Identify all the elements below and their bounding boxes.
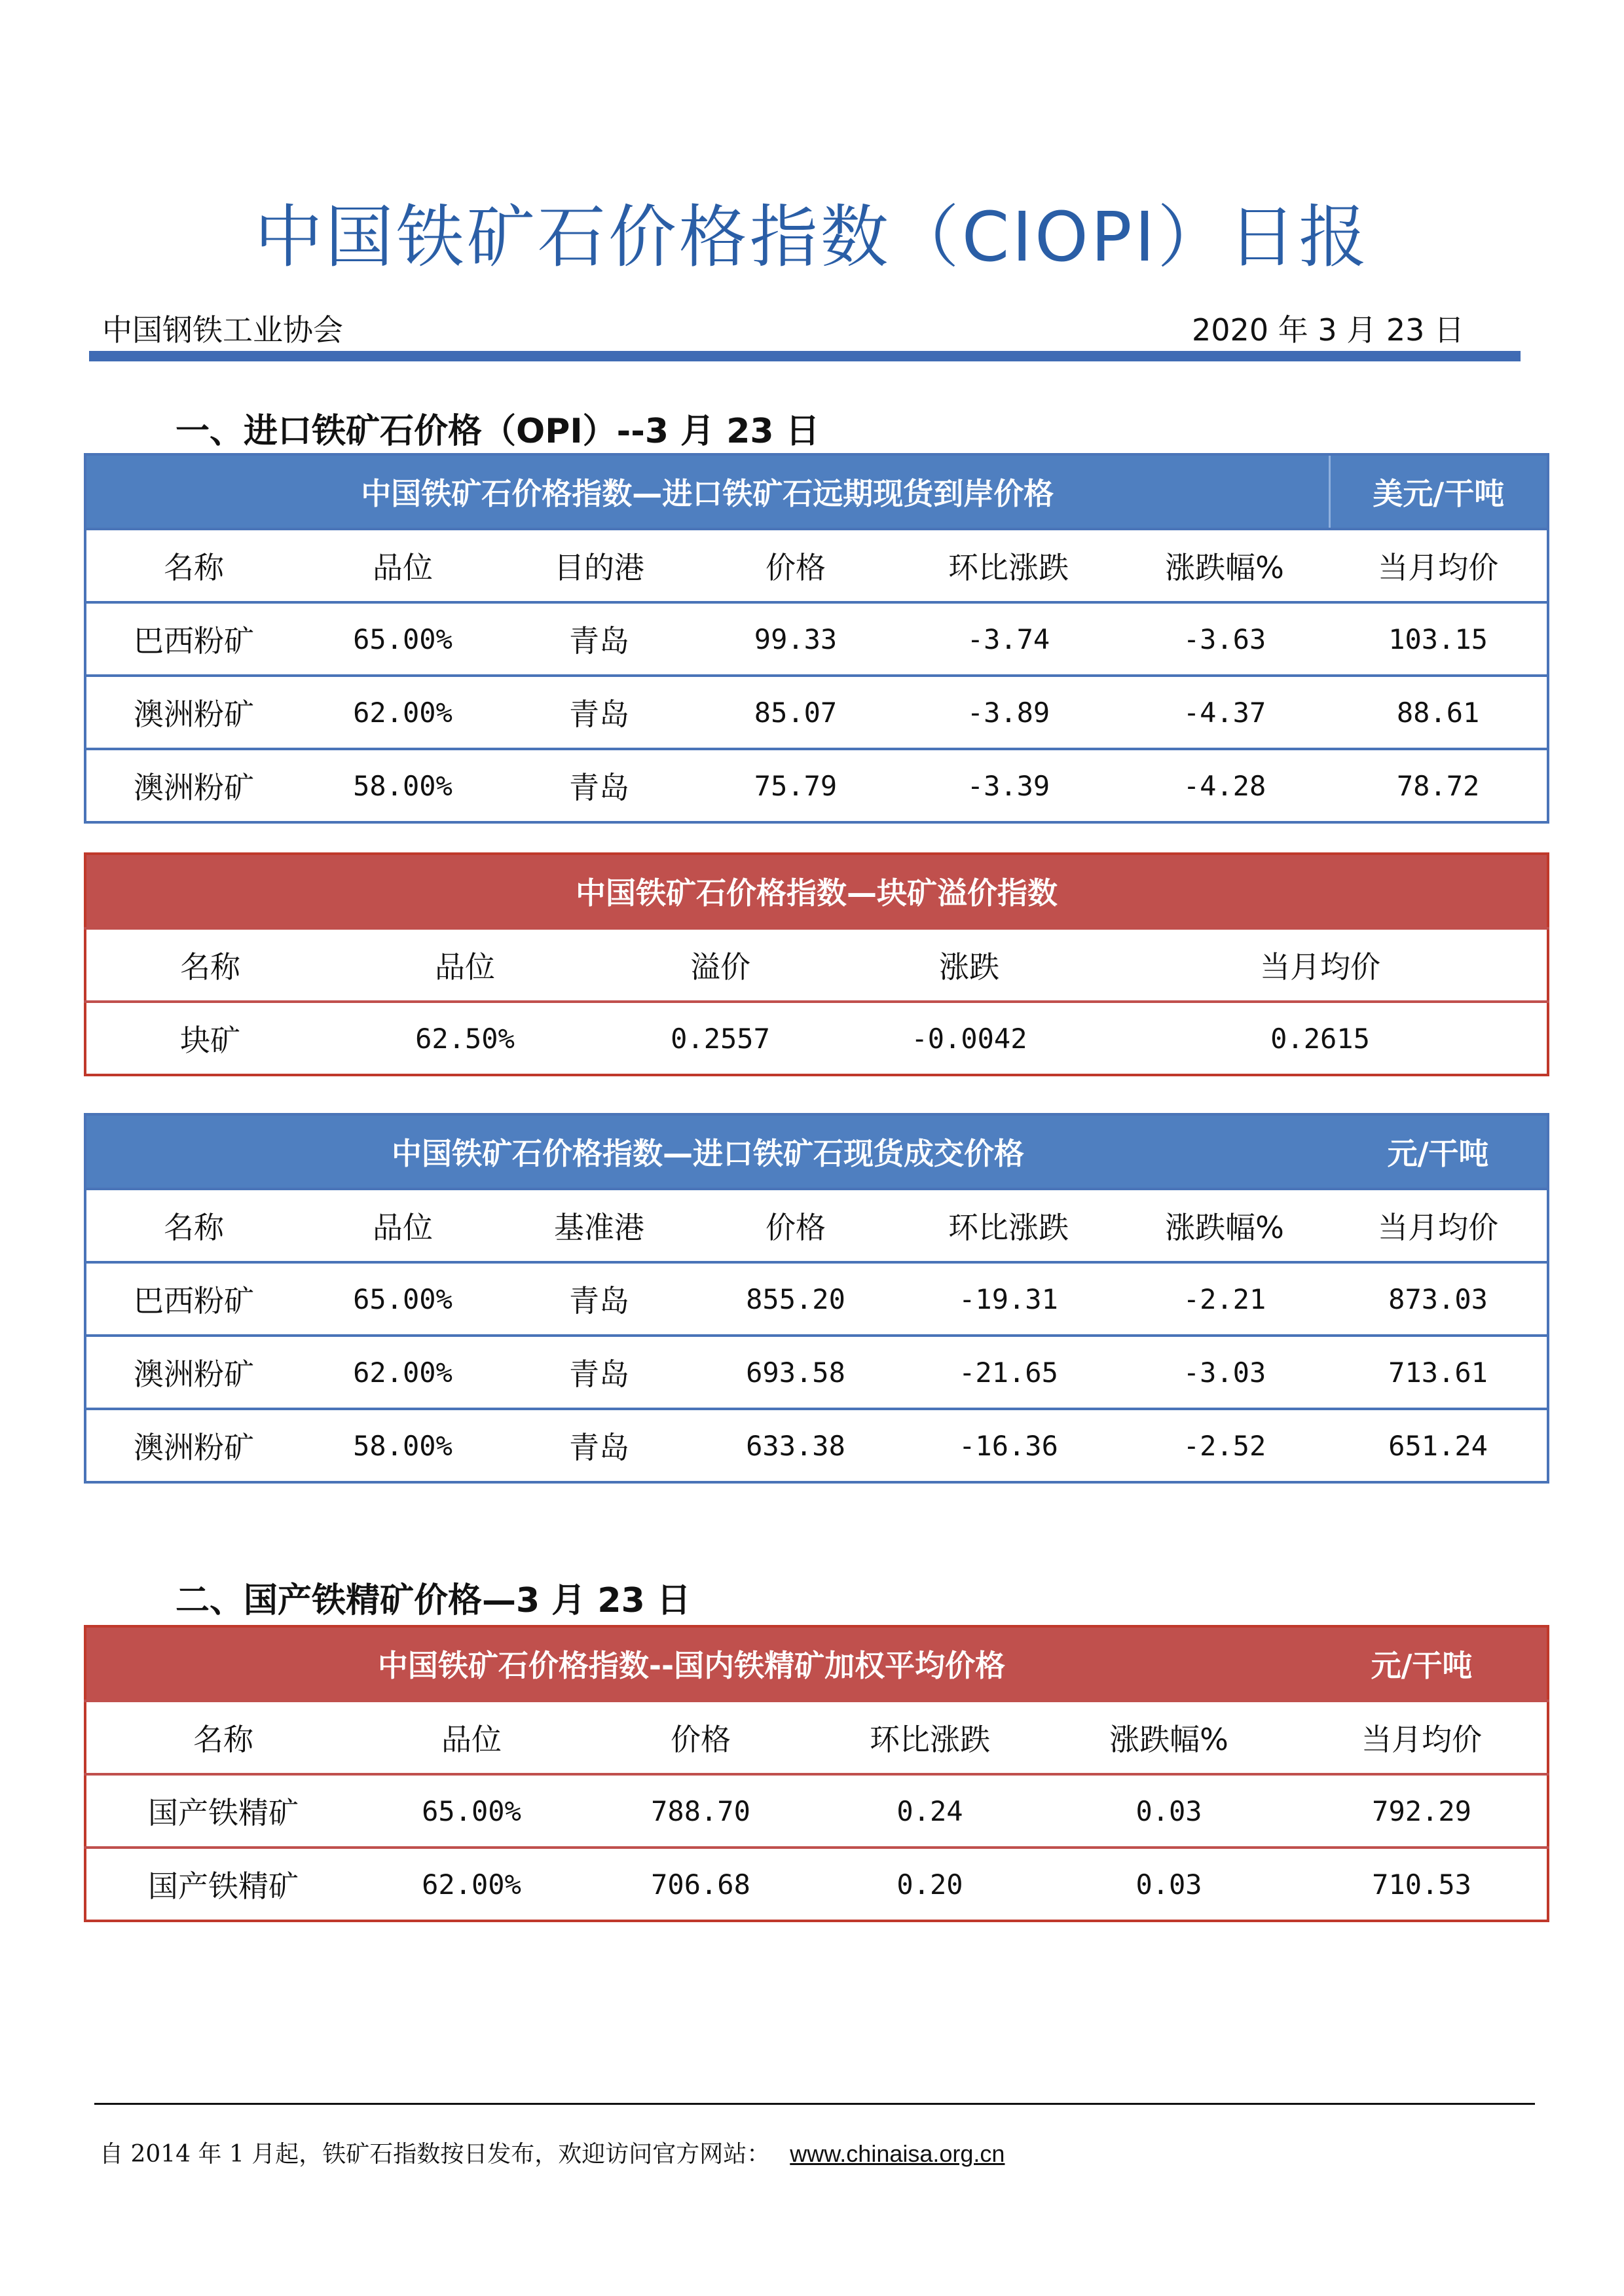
table-cell: 58.00% bbox=[301, 749, 504, 822]
table-cell: 103.15 bbox=[1329, 602, 1548, 676]
table-cell: 58.00% bbox=[301, 1409, 504, 1482]
footer-text: 自 2014 年 1 月起，铁矿石指数按日发布，欢迎访问官方网站： bbox=[100, 2141, 771, 2168]
table-cell: -19.31 bbox=[897, 1262, 1120, 1336]
official-website-link[interactable]: www.chinaisa.org.cn bbox=[790, 2140, 1005, 2167]
table-cell: -16.36 bbox=[897, 1409, 1120, 1482]
table-lump-premium-index bbox=[84, 852, 1549, 1076]
table-cell: 62.00% bbox=[301, 1336, 504, 1409]
table-cell: -2.21 bbox=[1120, 1262, 1329, 1336]
table-cell: 788.70 bbox=[583, 1774, 819, 1848]
table-row bbox=[85, 676, 1548, 749]
table-cell: -4.28 bbox=[1120, 749, 1329, 822]
table-cell: -3.74 bbox=[897, 602, 1120, 676]
column-header: 名称 bbox=[85, 529, 301, 602]
table-cell: 0.2615 bbox=[1094, 1002, 1548, 1075]
table-cell: 651.24 bbox=[1329, 1409, 1548, 1482]
table-cell: -3.89 bbox=[897, 676, 1120, 749]
footer bbox=[100, 2136, 1005, 2169]
column-header: 价格 bbox=[694, 1189, 897, 1262]
table-cell: 873.03 bbox=[1329, 1262, 1548, 1336]
column-header: 涨跌幅% bbox=[1120, 1189, 1329, 1262]
table-cell: 713.61 bbox=[1329, 1336, 1548, 1409]
column-header: 涨跌 bbox=[845, 928, 1094, 1002]
section-2-title: 二、国产铁精矿价格—3 月 23 日 bbox=[175, 1581, 691, 1620]
table-cell: 块矿 bbox=[85, 1002, 334, 1075]
table-cell: 巴西粉矿 bbox=[85, 602, 301, 676]
table-cell: 青岛 bbox=[504, 749, 694, 822]
table-row bbox=[85, 1002, 1548, 1075]
column-header: 环比涨跌 bbox=[897, 1189, 1120, 1262]
table-cell: 0.03 bbox=[1041, 1848, 1297, 1921]
column-header: 名称 bbox=[85, 928, 334, 1002]
table-cell: -3.63 bbox=[1120, 602, 1329, 676]
column-header: 名称 bbox=[85, 1701, 360, 1774]
table-cell: 青岛 bbox=[504, 676, 694, 749]
table-3-title: 中国铁矿石价格指数—进口铁矿石现货成交价格 bbox=[85, 1114, 1329, 1189]
table-cell: 国产铁精矿 bbox=[85, 1774, 360, 1848]
table-row bbox=[85, 1774, 1548, 1848]
table-cell: 792.29 bbox=[1297, 1774, 1548, 1848]
table-cell: 澳洲粉矿 bbox=[85, 749, 301, 822]
table-cell: 75.79 bbox=[694, 749, 897, 822]
table-row bbox=[85, 1336, 1548, 1409]
table-cell: 65.00% bbox=[301, 602, 504, 676]
table-cell: 706.68 bbox=[583, 1848, 819, 1921]
table-cell: 693.58 bbox=[694, 1336, 897, 1409]
table-cell: -4.37 bbox=[1120, 676, 1329, 749]
table-cell: 855.20 bbox=[694, 1262, 897, 1336]
table-domestic-concentrate-price bbox=[84, 1625, 1549, 1922]
table-cell: 青岛 bbox=[504, 602, 694, 676]
table-cell: 青岛 bbox=[504, 1409, 694, 1482]
column-header: 名称 bbox=[85, 1189, 301, 1262]
table-row bbox=[85, 749, 1548, 822]
table-cell: 62.00% bbox=[360, 1848, 583, 1921]
column-header: 当月均价 bbox=[1094, 928, 1548, 1002]
footer-divider bbox=[94, 2103, 1535, 2105]
table-row bbox=[85, 1409, 1548, 1482]
table-1-title: 中国铁矿石价格指数—进口铁矿石远期现货到岸价格 bbox=[85, 454, 1329, 529]
table-cell: -3.39 bbox=[897, 749, 1120, 822]
table-4-unit: 元/干吨 bbox=[1297, 1626, 1548, 1701]
table-cell: 澳洲粉矿 bbox=[85, 1336, 301, 1409]
column-header: 当月均价 bbox=[1297, 1701, 1548, 1774]
column-header: 目的港 bbox=[504, 529, 694, 602]
column-header: 基准港 bbox=[504, 1189, 694, 1262]
table-cell: 78.72 bbox=[1329, 749, 1548, 822]
table-import-cfr-price bbox=[84, 453, 1549, 824]
table-4-title: 中国铁矿石价格指数--国内铁精矿加权平均价格 bbox=[85, 1626, 1297, 1701]
section-1-title: 一、进口铁矿石价格（OPI）--3 月 23 日 bbox=[175, 412, 820, 451]
column-header: 环比涨跌 bbox=[819, 1701, 1041, 1774]
table-cell: -2.52 bbox=[1120, 1409, 1329, 1482]
table-cell: 巴西粉矿 bbox=[85, 1262, 301, 1336]
column-header: 溢价 bbox=[596, 928, 845, 1002]
table-cell: -0.0042 bbox=[845, 1002, 1094, 1075]
table-cell: 0.03 bbox=[1041, 1774, 1297, 1848]
table-cell: 0.20 bbox=[819, 1848, 1041, 1921]
column-header: 品位 bbox=[360, 1701, 583, 1774]
header-divider bbox=[89, 351, 1521, 361]
table-cell: -21.65 bbox=[897, 1336, 1120, 1409]
table-cell: 65.00% bbox=[301, 1262, 504, 1336]
table-row bbox=[85, 1848, 1548, 1921]
column-header: 价格 bbox=[694, 529, 897, 602]
column-header: 环比涨跌 bbox=[897, 529, 1120, 602]
table-cell: 0.2557 bbox=[596, 1002, 845, 1075]
table-cell: 62.50% bbox=[334, 1002, 596, 1075]
report-date: 2020 年 3 月 23 日 bbox=[1192, 312, 1464, 348]
column-header: 当月均价 bbox=[1329, 1189, 1548, 1262]
organization-name: 中国钢铁工业协会 bbox=[102, 312, 343, 348]
table-cell: 青岛 bbox=[504, 1262, 694, 1336]
table-cell: 710.53 bbox=[1297, 1848, 1548, 1921]
table-cell: -3.03 bbox=[1120, 1336, 1329, 1409]
column-header: 涨跌幅% bbox=[1120, 529, 1329, 602]
table-cell: 62.00% bbox=[301, 676, 504, 749]
table-2-title: 中国铁矿石价格指数—块矿溢价指数 bbox=[85, 854, 1548, 928]
table-cell: 88.61 bbox=[1329, 676, 1548, 749]
table-cell: 633.38 bbox=[694, 1409, 897, 1482]
table-cell: 国产铁精矿 bbox=[85, 1848, 360, 1921]
column-header: 价格 bbox=[583, 1701, 819, 1774]
table-cell: 0.24 bbox=[819, 1774, 1041, 1848]
table-cell: 澳洲粉矿 bbox=[85, 1409, 301, 1482]
table-row bbox=[85, 602, 1548, 676]
column-header: 品位 bbox=[301, 1189, 504, 1262]
table-cell: 青岛 bbox=[504, 1336, 694, 1409]
column-header: 涨跌幅% bbox=[1041, 1701, 1297, 1774]
table-3-unit: 元/干吨 bbox=[1329, 1114, 1548, 1189]
column-header: 当月均价 bbox=[1329, 529, 1548, 602]
table-cell: 65.00% bbox=[360, 1774, 583, 1848]
column-header: 品位 bbox=[301, 529, 504, 602]
column-header: 品位 bbox=[334, 928, 596, 1002]
table-import-spot-deal-price bbox=[84, 1113, 1549, 1484]
table-cell: 85.07 bbox=[694, 676, 897, 749]
report-title: 中国铁矿石价格指数（CIOPI）日报 bbox=[254, 197, 1370, 277]
table-cell: 澳洲粉矿 bbox=[85, 676, 301, 749]
table-1-unit: 美元/干吨 bbox=[1329, 454, 1548, 529]
table-cell: 99.33 bbox=[694, 602, 897, 676]
table-row bbox=[85, 1262, 1548, 1336]
